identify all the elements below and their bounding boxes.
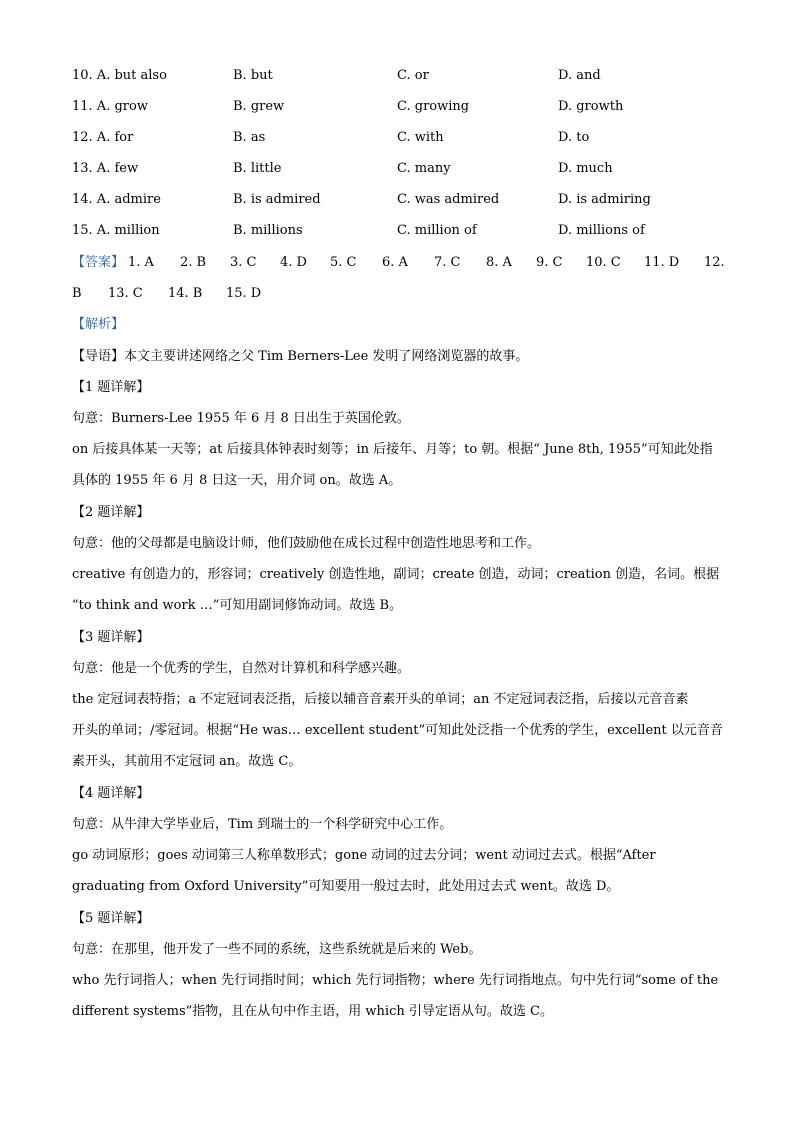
detail-line: creative 有创造力的，形容词；creatively 创造性地，副词；create 创造，动词；creation 创造，名词。根据 — [72, 567, 720, 582]
option-b: B. but — [233, 68, 273, 83]
answer-item: 12. — [704, 255, 725, 270]
detail-line: go 动词原形；goes 动词第三人称单数形式；gone 动词的过去分词；went 动词过去式。根据“After — [72, 848, 656, 863]
answer-item: 13. C — [108, 286, 143, 301]
intro-line — [72, 347, 724, 367]
answer-item: 8. A — [486, 255, 512, 270]
option-row-14 — [72, 190, 732, 210]
option-c: C. many — [397, 161, 451, 176]
option-c: C. growing — [397, 99, 470, 114]
detail-line: graduating from Oxford University”可知要用一般过去时，此处用过去式 went。故选 D。 — [72, 879, 620, 894]
analysis-heading: 【解析】 — [72, 317, 125, 332]
option-b: B. millions — [233, 223, 303, 238]
detail-line: 句意：在那里，他开发了一些不同的系统，这些系统就是后来的 Web。 — [72, 942, 482, 957]
option-row-12 — [72, 128, 732, 148]
intro-text: 本文主要讲述网络之父 Tim Berners-Lee 发明了网络浏览器的故事。 — [124, 349, 529, 364]
option-b: B. as — [233, 130, 266, 145]
option-c: C. million of — [397, 223, 477, 238]
answer-item: 9. C — [536, 255, 563, 270]
detail-line: “to think and work …”可知用副词修饰动词。故选 B。 — [72, 598, 403, 613]
option-d: D. and — [558, 68, 601, 83]
detail-line: different systems”指物，且在从句中作主语，用 which 引导定语从句。故选 C。 — [72, 1004, 553, 1019]
option-d: D. is admiring — [558, 192, 651, 207]
option-b: B. little — [233, 161, 282, 176]
answer-item: 3. C — [230, 255, 257, 270]
option-a: 11. A. grow — [72, 99, 148, 114]
detail-line: 具体的 1955 年 6 月 8 日这一天，用介词 on。故选 A。 — [72, 473, 402, 488]
detail-line: on 后接具体某一天等；at 后接具体钟表时刻等；in 后接年、月等；to 朝。根据“ June 8th, 1955”可知此处指 — [72, 442, 713, 457]
detail-line: 开头的单词；/零冠词。根据“He was… excellent student”可知此处泛指一个优秀的学生，excellent 以元音音 — [72, 723, 723, 738]
answers-line-1 — [72, 253, 732, 273]
detail-line: 句意：他的父母都是电脑设计师，他们鼓励他在成长过程中创造性地思考和工作。 — [72, 536, 541, 551]
option-row-15 — [72, 221, 732, 241]
detail-line: 素开头，其前用不定冠词 an。故选 C。 — [72, 754, 302, 769]
option-d: D. millions of — [558, 223, 645, 238]
answer-item: 5. C — [330, 255, 357, 270]
option-c: C. or — [397, 68, 429, 83]
option-a: 12. A. for — [72, 130, 134, 145]
detail-line: 句意：Burners-Lee 1955 年 6 月 8 日出生于英国伦敦。 — [72, 411, 410, 426]
option-d: D. to — [558, 130, 590, 145]
detail-line: the 定冠词表特指；a 不定冠词表泛指，后接以辅音音素开头的单词；an 不定冠词表泛指，后接以元音音素 — [72, 692, 689, 707]
detail-heading-4: 【4 题详解】 — [72, 786, 150, 801]
answer-item: 2. B — [180, 255, 207, 270]
option-row-13 — [72, 159, 732, 179]
detail-line: 句意：从牛津大学毕业后，Tim 到瑞士的一个科学研究中心工作。 — [72, 817, 453, 832]
answer-item: 6. A — [382, 255, 408, 270]
option-a: 15. A. million — [72, 223, 160, 238]
option-b: B. is admired — [233, 192, 321, 207]
detail-heading-2: 【2 题详解】 — [72, 505, 150, 520]
detail-line: who 先行词指人；when 先行词指时间；which 先行词指物；where 先行词指地点。句中先行词“some of the — [72, 973, 719, 988]
option-d: D. much — [558, 161, 613, 176]
answer-item: 1. A — [128, 255, 154, 270]
option-a: 10. A. but also — [72, 68, 167, 83]
option-c: C. with — [397, 130, 444, 145]
detail-heading-1: 【1 题详解】 — [72, 380, 150, 395]
option-a: 13. A. few — [72, 161, 139, 176]
intro-label: 【导语】 — [72, 349, 125, 364]
detail-heading-5: 【5 题详解】 — [72, 911, 150, 926]
option-c: C. was admired — [397, 192, 500, 207]
option-a: 14. A. admire — [72, 192, 161, 207]
detail-heading-3: 【3 题详解】 — [72, 630, 150, 645]
detail-line: 句意：他是一个优秀的学生，自然对计算机和科学感兴趣。 — [72, 661, 411, 676]
answers-line-2 — [72, 284, 732, 304]
answer-item: B — [72, 286, 82, 301]
answer-item: 11. D — [644, 255, 680, 270]
option-row-10 — [72, 66, 732, 86]
answer-item: 4. D — [280, 255, 307, 270]
answer-item: 10. C — [586, 255, 621, 270]
answer-label: 【答案】 — [72, 255, 125, 270]
answer-item: 15. D — [226, 286, 262, 301]
answer-item: 14. B — [168, 286, 203, 301]
answer-item: 7. C — [434, 255, 461, 270]
option-row-11 — [72, 97, 732, 117]
option-d: D. growth — [558, 99, 624, 114]
option-b: B. grew — [233, 99, 285, 114]
